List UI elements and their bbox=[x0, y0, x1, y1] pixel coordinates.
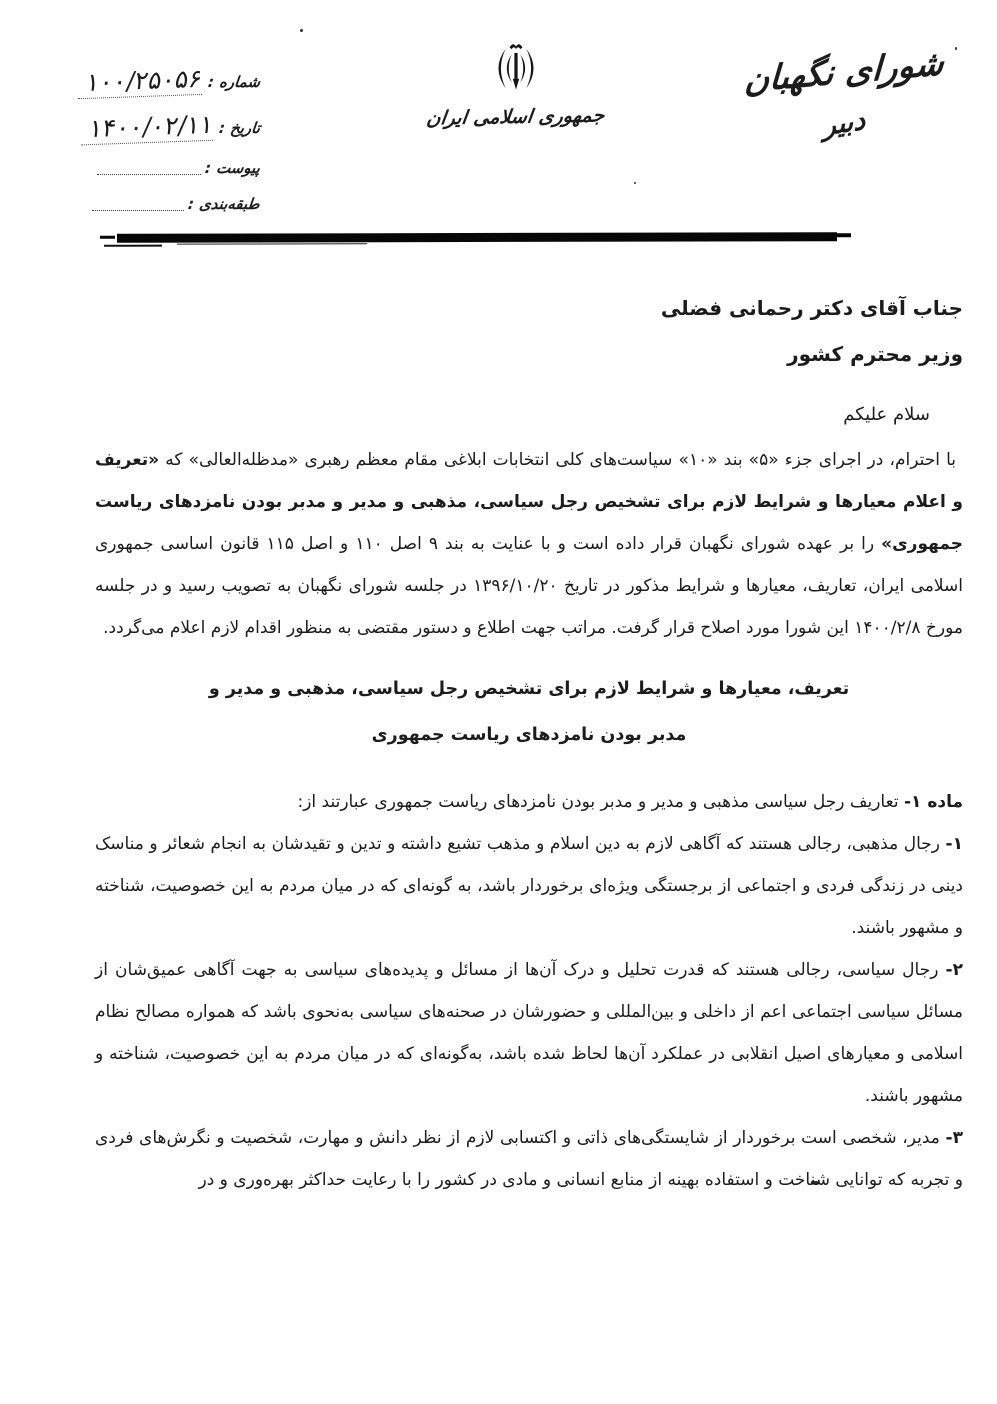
recipient-title: وزیر محترم کشور bbox=[787, 342, 963, 366]
iran-allah-emblem-icon bbox=[489, 40, 543, 96]
scan-speck bbox=[634, 182, 636, 184]
divider-fragment bbox=[100, 236, 115, 239]
secretary-title: دبیر bbox=[822, 104, 866, 143]
letter-date-row bbox=[22, 106, 260, 150]
number-label: شماره : bbox=[206, 73, 261, 91]
item-text: رجال سیاسی، رجالی هستند که قدرت تحلیل و درک آن‌ها از مسائل و پدیده‌های سیاسی به جهت آگاهی عمیق‌شان از مسائل سیاسی اجتماعی اعم از داخلی و بین‌المللی و حضورشان در صحنه‌های سیاسی به‌نحوی باشد که همواره مصالح نظام اسلامی و معیارهای اصیل انقلابی در عملکرد آن‌ها لحاظ شده باشد، به‌گونه‌ای که در میان مردم به این خصوصیت، شناخته و مشهور باشند. bbox=[95, 960, 963, 1106]
article-item-1 bbox=[95, 823, 963, 949]
organization-name: شورای نگهبان bbox=[743, 43, 945, 101]
intro-quoted-policy-title: «تعریف و اعلام معیارها و شرایط لازم برای تشخیص رجل سیاسی، مذهبی و مدیر و مدبر بودن نامزدهای ریاست جمهوری» bbox=[95, 450, 963, 554]
recipient-block bbox=[95, 285, 963, 377]
classification-row bbox=[22, 186, 260, 222]
divider-rule bbox=[117, 232, 837, 243]
date-value-handwritten: ۱۴۰۰/۰۲/۱۱ bbox=[81, 111, 217, 145]
document-heading bbox=[95, 666, 963, 758]
heading-line: مدبر بودن نامزدهای ریاست جمهوری bbox=[371, 725, 687, 745]
letterhead-fields-block bbox=[22, 58, 260, 222]
letter-number-row bbox=[22, 58, 260, 106]
letterhead-organization-block bbox=[729, 43, 959, 143]
article-1-label: ماده ۱- bbox=[903, 792, 963, 812]
heading-line: تعریف، معیارها و شرایط لازم برای تشخیص رجل سیاسی، مذهبی و مدیر و bbox=[208, 679, 850, 699]
divider-fragment bbox=[104, 245, 162, 247]
item-number: ۳- bbox=[945, 1128, 963, 1148]
scan-speck bbox=[300, 29, 303, 32]
article-item-3 bbox=[95, 1117, 963, 1201]
divider-fragment bbox=[821, 233, 851, 237]
classification-label: طبقه‌بندی : bbox=[187, 195, 261, 213]
country-name: جمهوری اسلامی ایران bbox=[425, 104, 606, 130]
letter-body bbox=[95, 285, 963, 1201]
date-label: تاریخ : bbox=[217, 119, 261, 137]
number-value-handwritten: ۱۰۰/۲۵۰۵۶ bbox=[78, 65, 206, 98]
article-item-2 bbox=[95, 949, 963, 1117]
scan-speck bbox=[955, 47, 957, 50]
recipient-name: جناب آقای دکتر رحمانی فضلی bbox=[660, 296, 963, 320]
salutation: سلام علیکم bbox=[843, 404, 930, 425]
attachment-label: پیوست : bbox=[204, 159, 261, 177]
intro-paragraph bbox=[95, 439, 963, 649]
article-1-text: تعاریف رجل سیاسی مذهبی و مدیر و مدبر بودن نامزدهای ریاست جمهوری عبارتند از: bbox=[297, 792, 904, 812]
attachment-row bbox=[22, 150, 260, 186]
item-number: ۱- bbox=[945, 834, 963, 854]
intro-segment: با احترام، در اجرای جزء «۵» بند «۱۰» سیاست‌های کلی انتخابات ابلاغی مقام معظم رهبری «مدظله‌العالی» که bbox=[159, 450, 956, 470]
classification-blank-rule bbox=[92, 197, 184, 211]
divider-fragment bbox=[177, 243, 367, 244]
item-number: ۲- bbox=[945, 960, 963, 980]
item-text: مدیر، شخصی است برخوردار از شایستگی‌های ذاتی و اکتسابی لازم از نظر دانش و مهارت، شخصیت و نگرش‌های فردی و تجربه که توانایی شناخت و استفاده بهینه از منابع انسانی و مادی در کشور را با رعایت حداکثر بهره‌وری و در bbox=[95, 1128, 963, 1190]
attachment-blank-rule bbox=[97, 161, 201, 175]
item-text: رجال مذهبی، رجالی هستند که آگاهی لازم به دین اسلام و مذهب تشیع داشته و تدین و تقیدشان به انجام شعائر و مناسک دینی در زندگی فردی و اجتماعی از برجستگی ویژه‌ای برخوردار باشد، به گونه‌ای که در میان مردم به این خصوصیت، شناخته و مشهور باشند. bbox=[95, 834, 963, 938]
intro-segment: را بر عهده شورای نگهبان قرار داده است و با عنایت به بند ۹ اصل ۱۱۰ و اصل ۱۱۵ قانون اساسی جمهوری اسلامی ایران، تعاریف، معیارها و شرایط مذکور در تاریخ ۱۳۹۶/۱۰/۲۰ در جلسه شورای نگهبان به تصویب رسید و در جلسه مورخ ۱۴۰۰/۲/۸ این شورا مورد اصلاح قرار گرفت. مراتب جهت اطلاع و دستور مقتضی به منظور اقدام لازم اعلام می‌گردد. bbox=[95, 534, 963, 638]
article-1-paragraph bbox=[95, 781, 963, 823]
letterhead-center-block bbox=[413, 40, 618, 128]
